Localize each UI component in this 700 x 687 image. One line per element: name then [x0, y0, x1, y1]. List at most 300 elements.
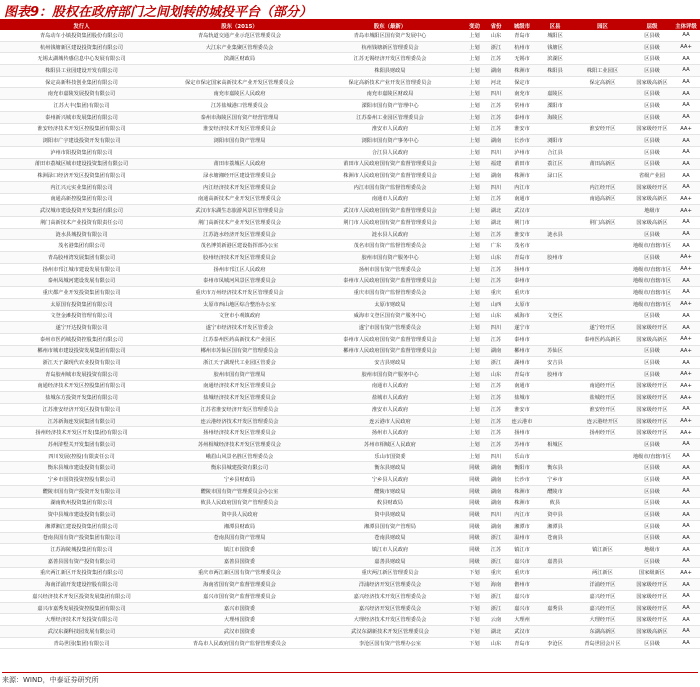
- cell-park: [573, 170, 632, 182]
- cell-shareholder-latest: 重庆市国有资产监督管理委员会: [316, 287, 464, 299]
- cell-rating: AA: [672, 65, 700, 77]
- cell-change: 上划: [464, 111, 485, 123]
- cell-change: 同级: [464, 532, 485, 544]
- cell-shareholder-2015: 连云港经济技术开发区管理委员会: [163, 415, 316, 427]
- cell-shareholder-latest: 合江县人民政府: [316, 146, 464, 158]
- cell-shareholder-latest: 扬州市人民政府: [316, 427, 464, 439]
- cell-province: 湖南: [485, 170, 507, 182]
- cell-province: 山东: [485, 30, 507, 41]
- cell-level: 区县级: [632, 509, 672, 521]
- table-row: [0, 205, 700, 217]
- cell-rating: AA: [672, 217, 700, 229]
- cell-park: 镇江新区: [573, 544, 632, 556]
- table-row: [0, 263, 700, 275]
- table-row: [0, 415, 700, 427]
- cell-city: 无锡市: [507, 53, 537, 65]
- table-row: [0, 509, 700, 521]
- cell-rating: AA+: [672, 298, 700, 310]
- cell-park: 扬州经开区: [573, 427, 632, 439]
- header-shareholder-latest: 股东（最新）: [316, 21, 464, 30]
- cell-shareholder-latest: 溧阳市国有资产管理中心: [316, 100, 464, 112]
- header-issuer: 发行人: [0, 21, 163, 30]
- cell-city: 青岛市: [507, 368, 537, 380]
- cell-county: 资中县: [537, 509, 573, 521]
- cell-province: 江苏: [485, 544, 507, 556]
- table-row: [0, 579, 700, 591]
- cell-change: 同级: [464, 485, 485, 497]
- cell-rating: AA: [672, 544, 700, 556]
- cell-county: 李沧区: [537, 637, 573, 649]
- cell-shareholder-latest: 安吉县财政局: [316, 357, 464, 369]
- header-rating: 主体评级: [672, 21, 700, 30]
- cell-county: 溧阳市: [537, 100, 573, 112]
- cell-shareholder-2015: 太原市西山地区综合整治办公室: [163, 298, 316, 310]
- cell-rating: AA+: [672, 392, 700, 404]
- cell-shareholder-2015: 大理州国资委: [163, 614, 316, 626]
- cell-issuer: 杭州钱塘新区建设投资集团有限公司: [0, 41, 163, 53]
- cell-rating: AA: [672, 474, 700, 486]
- cell-rating: AA: [672, 532, 700, 544]
- cell-rating: AA: [672, 579, 700, 591]
- cell-change: 上划: [464, 357, 485, 369]
- cell-issuer: 青岛世园(集团)有限公司: [0, 637, 163, 649]
- cell-issuer: 海南洋浦开发建设控股有限公司: [0, 579, 163, 591]
- cell-shareholder-latest: 茂名市国有资产监督管理委员会: [316, 240, 464, 252]
- cell-issuer: 泰州市医药城投资控股集团有限公司: [0, 333, 163, 345]
- cell-shareholder-2015: 渌水塘湘经开区建设管理委员会: [163, 170, 316, 182]
- cell-rating: AA: [672, 76, 700, 88]
- cell-shareholder-2015: 醴陵市国有资产管理委员会办公室: [163, 485, 316, 497]
- cell-issuer: 茂名港集团有限公司: [0, 240, 163, 252]
- cell-shareholder-2015: [163, 146, 316, 158]
- cell-level: 地级市/直辖市区: [632, 298, 672, 310]
- cell-county: [537, 626, 573, 638]
- cell-shareholder-latest: 洋浦经济开发区管理委员会: [316, 579, 464, 591]
- cell-county: [537, 614, 573, 626]
- cell-county: [537, 275, 573, 287]
- cell-change: 上划: [464, 181, 485, 193]
- cell-county: 滨湖区: [537, 53, 573, 65]
- cell-province: 湖北: [485, 217, 507, 229]
- cell-level: 国家级经开区: [632, 392, 672, 404]
- cell-province: 四川: [485, 509, 507, 521]
- table-row: [0, 193, 700, 205]
- cell-level: 区县级: [632, 310, 672, 322]
- cell-rating: AA: [672, 450, 700, 462]
- cell-change: 下划: [464, 614, 485, 626]
- cell-issuer: 泰州凤城河建设发展有限公司: [0, 275, 163, 287]
- source-note: 来源：WIND，中泰证券研究所: [2, 672, 698, 685]
- cell-park: [573, 439, 632, 451]
- header-province: 省份: [485, 21, 507, 30]
- cell-city: 湖州市: [507, 357, 537, 369]
- cell-park: [573, 298, 632, 310]
- cell-park: [573, 240, 632, 252]
- cell-province: 海南: [485, 579, 507, 591]
- cell-city: 杭州市: [507, 41, 537, 53]
- table-header-row: [0, 21, 700, 30]
- cell-shareholder-2015: 莆田市荔城区人民政府: [163, 158, 316, 170]
- cell-park: [573, 497, 632, 509]
- cell-rating: AA+: [672, 205, 700, 217]
- cell-change: 上划: [464, 240, 485, 252]
- cell-park: [573, 345, 632, 357]
- cell-shareholder-latest: 株洲市人民政府国有资产监督管理委员会: [316, 170, 464, 182]
- table-row: [0, 135, 700, 147]
- cell-county: 衡东县: [537, 462, 573, 474]
- cell-province: 云南: [485, 614, 507, 626]
- cell-shareholder-2015: 苏州相城经济技术开发区管理委员会: [163, 439, 316, 451]
- cell-park: 洋浦经开区: [573, 579, 632, 591]
- cell-city: 镇江市: [507, 544, 537, 556]
- cell-shareholder-latest: 武汉市人民政府国有资产监督管理委员会: [316, 205, 464, 217]
- cell-change: 上划: [464, 76, 485, 88]
- cell-rating: AA: [672, 404, 700, 416]
- cell-city: 茂名市: [507, 240, 537, 252]
- cell-shareholder-latest: 武汉东湖新技术开发区管理委员会: [316, 626, 464, 638]
- cell-issuer: 株阳县工业园建设开发有限公司: [0, 65, 163, 77]
- cell-park: 泰州医药高新区: [573, 333, 632, 345]
- cell-rating: AA+: [672, 333, 700, 345]
- cell-rating: AA: [672, 181, 700, 193]
- cell-issuer: 内江兴元实业集团有限公司: [0, 181, 163, 193]
- cell-shareholder-latest: 嘉兴经济技术开发区管理委员会: [316, 591, 464, 603]
- cell-province: 广东: [485, 240, 507, 252]
- cell-change: 上划: [464, 205, 485, 217]
- cell-city: 扬州市: [507, 263, 537, 275]
- cell-city: 淮安市: [507, 228, 537, 240]
- cell-change: 上划: [464, 65, 485, 77]
- cell-shareholder-2015: 淮安经济技术开发区管理委员会: [163, 123, 316, 135]
- chart-title-bar: [0, 0, 700, 21]
- cell-park: 淮安经开区: [573, 123, 632, 135]
- cell-change: 下划: [464, 637, 485, 649]
- cell-shareholder-2015: 青岛轨道交通产业示范区管理委员会: [163, 30, 316, 41]
- cell-city: 太原市: [507, 298, 537, 310]
- cell-issuer: 青岛动车小镇投资集团股份有限公司: [0, 30, 163, 41]
- table-row: [0, 567, 700, 579]
- cell-issuer: 郴州市城市建设投资发展集团有限公司: [0, 345, 163, 357]
- cell-park: 青岛世园会片区: [573, 637, 632, 649]
- cell-shareholder-latest: 郴州市人民政府国有资产监督管理委员会: [316, 345, 464, 357]
- cell-issuer: 南通高新控股集团有限公司: [0, 193, 163, 205]
- cell-issuer: 资中县城市建设投资有限公司: [0, 509, 163, 521]
- cell-shareholder-latest: 青岛市城阳区国有资产发展中心: [316, 30, 464, 41]
- cell-park: [573, 368, 632, 380]
- cell-county: [537, 205, 573, 217]
- cell-issuer: 武汉城市建设投资开发集团有限公司: [0, 205, 163, 217]
- cell-county: [537, 392, 573, 404]
- cell-level: 国家级经开区: [632, 181, 672, 193]
- table-row: [0, 368, 700, 380]
- cell-shareholder-2015: [163, 65, 316, 77]
- cell-park: [573, 275, 632, 287]
- cell-province: 江苏: [485, 228, 507, 240]
- cell-rating: AA: [672, 170, 700, 182]
- cell-city: 大理州: [507, 614, 537, 626]
- cell-park: [573, 357, 632, 369]
- cell-shareholder-latest: 大理经济技术开发区管理委员会: [316, 614, 464, 626]
- cell-level: 区县级: [632, 497, 672, 509]
- table-row: [0, 345, 700, 357]
- table-row: [0, 439, 700, 451]
- cell-shareholder-2015: 江苏省淮安经济开发区管理委员会: [163, 404, 316, 416]
- cell-shareholder-latest: 嘉善县财政局: [316, 555, 464, 567]
- cell-shareholder-latest: 莆田市人民政府国有资产监督管理委员会: [316, 158, 464, 170]
- cell-issuer: 嘉兴市嘉秀发展投资控股集团有限公司: [0, 602, 163, 614]
- cell-park: 东湖高新区: [573, 626, 632, 638]
- table-row: [0, 637, 700, 649]
- cell-level: 区县级: [632, 345, 672, 357]
- cell-change: 上划: [464, 135, 485, 147]
- cell-issuer: 淮安经济技术开发区控股集团有限公司: [0, 123, 163, 135]
- cell-rating: AA+: [672, 263, 700, 275]
- cell-level: 地级市/直辖市区: [632, 450, 672, 462]
- cell-province: 河北: [485, 76, 507, 88]
- cell-county: [537, 263, 573, 275]
- cell-rating: AA: [672, 228, 700, 240]
- cell-shareholder-2015: 大江东产业集聚区管理委员会: [163, 41, 316, 53]
- cell-level: 国家级经开区: [632, 415, 672, 427]
- cell-county: [537, 298, 573, 310]
- cell-shareholder-latest: 株阳县财政局: [316, 65, 464, 77]
- cell-county: 湘潭县: [537, 520, 573, 532]
- cell-province: 湖南: [485, 345, 507, 357]
- cell-change: 上划: [464, 30, 485, 41]
- cell-province: 山东: [485, 252, 507, 264]
- cell-city: 泰州市: [507, 111, 537, 123]
- cell-rating: AA: [672, 275, 700, 287]
- cell-province: 浙江: [485, 602, 507, 614]
- cell-city: 扬州市: [507, 427, 537, 439]
- cell-city: 重庆市: [507, 567, 537, 579]
- table-row: [0, 252, 700, 264]
- cell-level: 国家级经开区: [632, 380, 672, 392]
- cell-level: 国家级高新区: [632, 76, 672, 88]
- table-row: [0, 532, 700, 544]
- header-park: 园区: [573, 21, 632, 30]
- cell-issuer: 保定高新科技创业集团有限公司: [0, 76, 163, 88]
- cell-city: 保定市: [507, 76, 537, 88]
- cell-level: 区县级: [632, 30, 672, 41]
- cell-change: 上划: [464, 287, 485, 299]
- cell-city: 南通市: [507, 193, 537, 205]
- cell-shareholder-latest: 扬州市国有资产管理委员会: [316, 263, 464, 275]
- cell-county: 涟水县: [537, 228, 573, 240]
- cell-park: 嘉兴经开区: [573, 591, 632, 603]
- cell-city: 青岛市: [507, 637, 537, 649]
- cell-shareholder-2015: 茂名博贺新港区建设指挥部办公室: [163, 240, 316, 252]
- cell-county: 荔江区: [537, 158, 573, 170]
- table-row: [0, 357, 700, 369]
- cell-rating: AA: [672, 146, 700, 158]
- cell-city: 衡阳市: [507, 462, 537, 474]
- cell-province: 浙江: [485, 591, 507, 603]
- cell-issuer: 青岛胶州城市发展投资有限公司: [0, 368, 163, 380]
- cell-city: 盐城市: [507, 392, 537, 404]
- cell-level: 国家级高新区: [632, 333, 672, 345]
- cell-county: [537, 544, 573, 556]
- cell-change: 上划: [464, 170, 485, 182]
- cell-change: 上划: [464, 427, 485, 439]
- cell-rating: AA: [672, 555, 700, 567]
- cell-park: [573, 228, 632, 240]
- cell-county: 浏阳市: [537, 135, 573, 147]
- cell-province: 浙江: [485, 41, 507, 53]
- cell-change: 上划: [464, 298, 485, 310]
- table-row: [0, 626, 700, 638]
- cell-park: [573, 100, 632, 112]
- cell-city: 株洲市: [507, 485, 537, 497]
- cell-city: 长沙市: [507, 135, 537, 147]
- cell-shareholder-latest: 嘉兴经济开发区管理委员会: [316, 602, 464, 614]
- cell-county: [537, 450, 573, 462]
- cell-county: [537, 76, 573, 88]
- cell-park: [573, 520, 632, 532]
- table-row: [0, 427, 700, 439]
- cell-shareholder-2015: 扬州市邗江区人民政府: [163, 263, 316, 275]
- cell-shareholder-2015: 南通经济技术开发区管理委员会: [163, 380, 316, 392]
- cell-shareholder-2015: 镇江市国资委: [163, 544, 316, 556]
- cell-city: 乐山市: [507, 450, 537, 462]
- cell-park: 南通经开区: [573, 380, 632, 392]
- cell-level: 区县级: [632, 158, 672, 170]
- cell-city: 内江市: [507, 181, 537, 193]
- table-row: [0, 146, 700, 158]
- cell-province: 湖南: [485, 520, 507, 532]
- cell-shareholder-2015: 南充市嘉陵区人民政府: [163, 88, 316, 100]
- cell-city: 威海市: [507, 310, 537, 322]
- table-row: [0, 240, 700, 252]
- cell-change: 上划: [464, 310, 485, 322]
- cell-province: 四川: [485, 322, 507, 334]
- cell-issuer: 醴陵市国有资产投资开发有限公司: [0, 485, 163, 497]
- cell-issuer: 武汉东湖科技园发展有限公司: [0, 626, 163, 638]
- cell-city: 常州市: [507, 100, 537, 112]
- cell-shareholder-latest: 醴陵市财政局: [316, 485, 464, 497]
- cell-level: 区县级: [632, 135, 672, 147]
- cell-level: 区县级: [632, 53, 672, 65]
- cell-shareholder-2015: 嘉善县国资委: [163, 555, 316, 567]
- cell-level: 区县级: [632, 485, 672, 497]
- cell-issuer: 江苏海陵城投集团有限公司: [0, 544, 163, 556]
- cell-level: 国家级经开区: [632, 123, 672, 135]
- cell-shareholder-2015: 攸县人民政府国有资产管理委员会: [163, 497, 316, 509]
- cell-change: 同级: [464, 544, 485, 556]
- cell-change: 下划: [464, 567, 485, 579]
- cell-rating: AA: [672, 626, 700, 638]
- cell-shareholder-2015: 郴州市苏仙区国有资产管理委员会: [163, 345, 316, 357]
- cell-shareholder-latest: 衡东县财政局: [316, 462, 464, 474]
- table-row: [0, 474, 700, 486]
- cell-issuer: 文登金滩投资管理有限公司: [0, 310, 163, 322]
- cell-province: 重庆: [485, 287, 507, 299]
- cell-issuer: 盐城东方投资开发集团有限公司: [0, 392, 163, 404]
- cell-province: 江苏: [485, 333, 507, 345]
- cell-shareholder-latest: 李沧区国有资产管理办公室: [316, 637, 464, 649]
- cell-province: 山东: [485, 310, 507, 322]
- table-row: [0, 30, 700, 41]
- cell-city: 连云港市: [507, 415, 537, 427]
- cell-shareholder-2015: 宁乡县财政局: [163, 474, 316, 486]
- cell-level: 区县级: [632, 100, 672, 112]
- cell-county: 渌口区: [537, 170, 573, 182]
- cell-city: 泸州市: [507, 146, 537, 158]
- cell-issuer: 南充市嘉陵发展投资有限公司: [0, 88, 163, 100]
- cell-change: 上划: [464, 439, 485, 451]
- cell-park: 嘉兴经开区: [573, 602, 632, 614]
- cell-park: [573, 53, 632, 65]
- cell-park: [573, 205, 632, 217]
- cell-shareholder-2015: 遂宁市经济技术开发区管委会: [163, 322, 316, 334]
- cell-issuer: 四川发展(控股)有限责任公司: [0, 450, 163, 462]
- cell-province: 山东: [485, 637, 507, 649]
- cell-rating: AA: [672, 520, 700, 532]
- issuer-table: [0, 21, 700, 649]
- cell-issuer: 江苏淮安经济开发区投资有限公司: [0, 404, 163, 416]
- cell-county: [537, 240, 573, 252]
- cell-province: 湖南: [485, 497, 507, 509]
- cell-rating: AA: [672, 240, 700, 252]
- cell-shareholder-latest: 重庆两江新区管理委员会: [316, 567, 464, 579]
- table-row: [0, 275, 700, 287]
- cell-county: [537, 415, 573, 427]
- cell-rating: AA: [672, 111, 700, 123]
- cell-level: 国家级经开区: [632, 579, 672, 591]
- cell-park: [573, 263, 632, 275]
- cell-rating: AA: [672, 322, 700, 334]
- cell-change: 上划: [464, 146, 485, 158]
- cell-change: 上划: [464, 333, 485, 345]
- cell-shareholder-2015: 扬州经济技术开发区管理委员会: [163, 427, 316, 439]
- cell-level: 区县级: [632, 65, 672, 77]
- cell-county: 嘉秀县: [537, 602, 573, 614]
- cell-change: 下划: [464, 626, 485, 638]
- cell-park: [573, 462, 632, 474]
- cell-level: 区县级: [632, 252, 672, 264]
- cell-province: 江苏: [485, 415, 507, 427]
- cell-change: 下划: [464, 579, 485, 591]
- cell-city: 苏州市: [507, 439, 537, 451]
- cell-shareholder-latest: 太原市财政局: [316, 298, 464, 310]
- cell-shareholder-latest: 乐山市国资委: [316, 450, 464, 462]
- cell-park: 南通高新区: [573, 193, 632, 205]
- cell-level: 区县级: [632, 439, 672, 451]
- cell-rating: AA: [672, 509, 700, 521]
- cell-park: 遂宁经开区: [573, 322, 632, 334]
- cell-rating: AA+: [672, 567, 700, 579]
- cell-province: 湖北: [485, 205, 507, 217]
- cell-change: 上划: [464, 380, 485, 392]
- cell-shareholder-2015: 胶州市国有资产管理局: [163, 368, 316, 380]
- cell-level: 国家级高新区: [632, 626, 672, 638]
- cell-issuer: 太原国有投资集团有限公司: [0, 298, 163, 310]
- header-city: 城级市: [507, 21, 537, 30]
- table-row: [0, 614, 700, 626]
- cell-rating: AA: [672, 591, 700, 603]
- cell-issuer: 青岛胶州湾发展集团有限公司: [0, 252, 163, 264]
- cell-city: 淮安市: [507, 404, 537, 416]
- cell-park: 株阳工业园区: [573, 65, 632, 77]
- cell-park: [573, 509, 632, 521]
- cell-park: [573, 532, 632, 544]
- cell-shareholder-2015: 保定市保定国家高新技术产业开发区管理委员会: [163, 76, 316, 88]
- cell-shareholder-2015: 嘉兴市国资委: [163, 602, 316, 614]
- cell-change: 上划: [464, 158, 485, 170]
- cell-shareholder-2015: 资中县人民政府: [163, 509, 316, 521]
- cell-issuer: 泸州市阳投资集团有限公司: [0, 146, 163, 158]
- cell-province: 湖北: [485, 626, 507, 638]
